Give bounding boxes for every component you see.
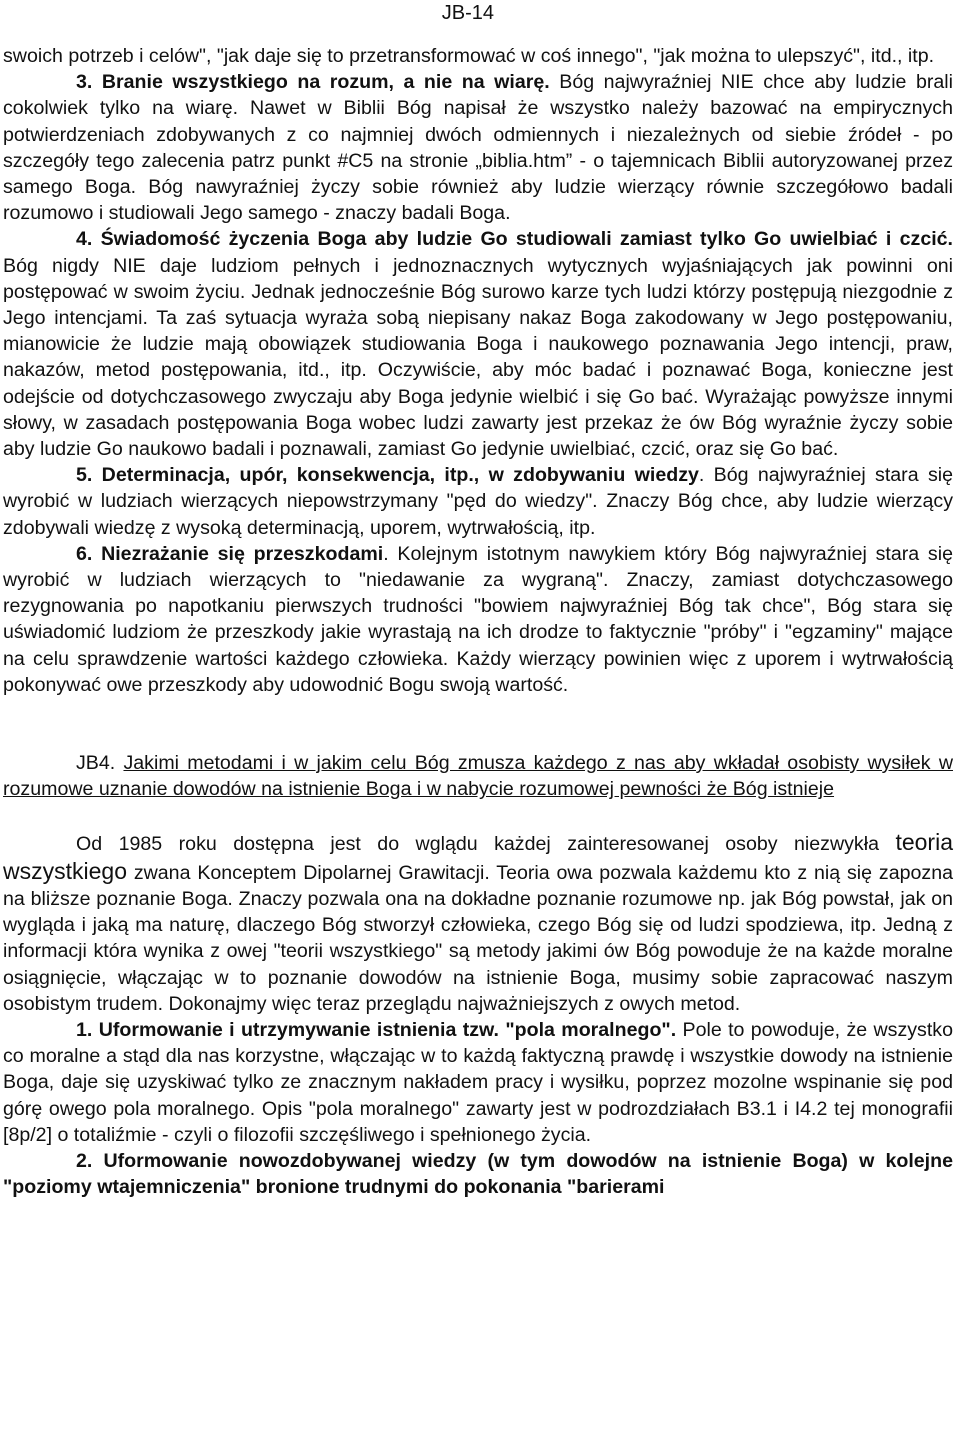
item-heading: 1. Uformowanie i utrzymywanie istnienia tzw. "pola moralnego". [76,1018,677,1041]
paragraph-item-3 [3,69,953,226]
paragraph-method-1 [3,1017,953,1148]
paragraph-text: swoich potrzeb i celów", "jak daje się to przetransformować w coś innego", "jak można to ulepszyć", itd., itp. [3,45,935,67]
paragraph-text: Od 1985 roku dostępna jest do wglądu każdej zainteresowanej osoby niezwykła [76,833,896,856]
paragraph-method-2 [3,1148,953,1200]
item-heading: 2. Uformowanie nowozdobywanej wiedzy (w tym dowodów na istnienie Boga) w kolejne "poziomy wtajemniczenia" bronione trudnymi do pokonania "barierami [3,1149,953,1199]
item-heading: 4. Świadomość życzenia Boga aby ludzie Go studiowali zamiast tylko Go uwielbiać i czcić. [76,228,953,251]
paragraph-continuation [3,43,953,69]
paragraph-item-5 [3,462,953,541]
question-title: Jakimi metodami i w jakim celu Bóg zmusza każdego z nas aby wkładał osobisty wysiłek w rozumowe uznanie dowodów na istnienie Boga i w nabycie rozumowej pewności że Bóg istnieje [3,752,953,801]
item-heading: 5. Determinacja, upór, konsekwencja, itp., w zdobywaniu wiedzy [76,464,699,487]
paragraph-text: . Bóg najwyraźniej stara się wyrobić w ludziach wierzących niepowstrzymany "pęd do wiedzy". Znaczy Bóg chce, aby ludzie wierzący zdobywali wiedzę z wysoką determinacją, uporem, wytrwałością, itp. [3,464,953,539]
question-label: JB4. [76,752,124,775]
theory-term: teoria wszystkiego [3,829,953,884]
item-heading: 6. Niezrażanie się przeszkodami [76,542,384,565]
paragraph-text: Bóg nigdy NIE daje ludziom pełnych i jednoznacznych wytycznych wyjaśniających jak powinni oni postępować w swoim życiu. Jednak jednocześnie Bóg surowo karze tych ludzi którzy postępują niezgodnie z Jego intencjami. Ta zaś sytuacja wyraża sobą niepisany nakaz Boga zakodowany w Jego postępowaniu, mianowicie że ludzie mają obowiązek studiowania Boga i naukowego poznawania Jego intencji, praw, nakazów, metod postępowania, itd., itp. Oczywiście, aby móc badać i poznawać Boga, konieczne jest odejście od dotychczasowego zwyczaju aby Boga jedynie wielbić i się Go bać. Wyrażając powyższe innymi słowy, w zasadach postępowania Boga wobec ludzi zawarty jest przekaz że ów Bóg wyraźnie życzy sobie aby ludzie Go naukowo badali i poznawali, zamiast Go jedynie uwielbiać, czcić, oraz się Go bać. [3,254,953,461]
paragraph-text: Bóg najwyraźniej NIE chce aby ludzie brali cokolwiek tylko na wiarę. Nawet w Biblii Bóg napisał że wszystko należy bazować na empirycznych potwierdzeniach zdobywanych z co najmniej dwóch odmiennych i niezależnych od siebie źródeł - po szczegóły tego zalecenia patrz punkt #C5 na stronie „biblia.htm” - o tajemnicach Biblii autoryzowanej przez samego Boga. Bóg nawyraźniej życzy sobie również aby ludzie wierzący równie szczegółowo badali rozumowo i studiowali Jego samego - znaczy badali Boga. [3,71,953,225]
item-heading: 3. Branie wszystkiego na rozum, a nie na wiarę. [76,71,550,94]
paragraph-item-6 [3,541,953,698]
paragraph-text: . Kolejnym istotnym nawykiem który Bóg najwyraźniej stara się wyrobić w ludziach wierzących to "niedawanie za wygraną". Znaczy, zamiast dotychczasowego rezygnowania po napotkaniu pierwszych trudności "bowiem najwyraźniej Bóg tak chce", Bóg stara się uświadomić ludziom że przeszkody jakie wyrastają na ich drodze to faktycznie "próby" i "egzaminy" mające na celu sprawdzenie wartości każdego człowieka. Każdy wierzący powinien więc z uporem i wytrwałością pokonywać owe przeszkody aby udowodnić Bogu swoją wartość. [3,542,953,696]
paragraph-text: Pole to powoduje, że wszystko co moralne a stąd dla nas korzystne, włączając w to każdą faktyczną prawdę i wszystkie dowody na istnienie Boga, daje się uzyskiwać tylko ze znacznym nakładem pracy i wysiłku, poprzez mozolne wspinanie się pod górę owego pola moralnego. Opis "pola moralnego" zawarty jest w podrozdziałach B3.1 i I4.2 tej monografii [8p/2] o totaliźmie - czyli o filozofii szczęśliwego i spełnionego życia. [3,1018,953,1146]
paragraph-intro [3,829,953,1016]
paragraph-item-4 [3,226,953,462]
document-body [3,43,953,1200]
paragraph-text: zwana Konceptem Dipolarnej Grawitacji. Teoria owa pozwala każdemu kto z nią się zapozna na bliższe poznanie Boga. Znaczy pozwala ona na dokładne poznanie rozumowe np. jak Bóg powstał, jak on wygląda i jaką ma naturę, dlaczego Bóg stworzył człowieka, czego Bóg się od ludzi spodziewa, itp. Jedną z informacji która wynika z owej "teorii wszystkiego" są metody jakimi ów Bóg powoduje że na każde moralne osiągnięcie, włączając w to poznanie dowodów na istnienie Boga, musimy sobie zapracować naszym osobistym trudem. Dokonajmy więc teraz przeglądu najważniejszych z owych metod. [3,861,953,1015]
question-heading [3,750,953,802]
page-header-label: JB-14 [441,2,494,24]
